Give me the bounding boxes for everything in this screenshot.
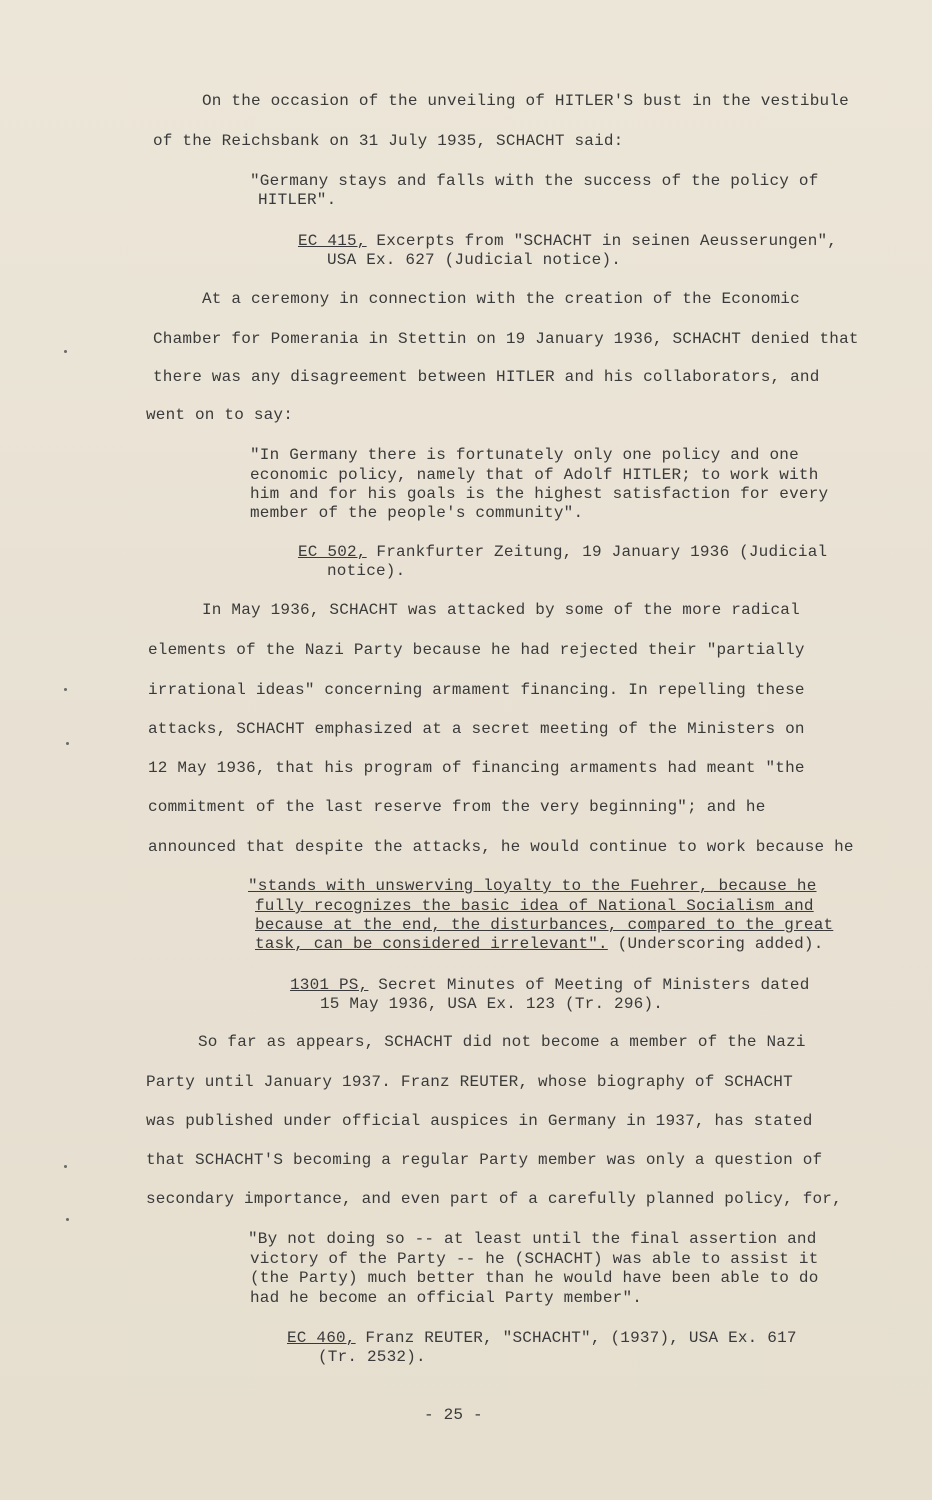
quote-line: had he become an official Party member". xyxy=(250,1289,643,1307)
citation-line xyxy=(298,542,827,562)
quote-line: HITLER". xyxy=(258,191,337,209)
paragraph-line: was published under official auspices in Germany in 1937, has stated xyxy=(146,1112,813,1130)
quote-line xyxy=(255,934,824,954)
citation-text: Frankfurter Zeitung, 19 January 1936 (Judicial xyxy=(366,543,828,561)
citation-line xyxy=(298,231,837,251)
paragraph-line: At a ceremony in connection with the creation of the Economic xyxy=(202,290,800,308)
paragraph-line: secondary importance, and even part of a carefully planned policy, for, xyxy=(146,1190,842,1208)
page-number: - 25 - xyxy=(424,1406,483,1424)
margin-speck xyxy=(64,350,67,353)
quote-line: "stands with unswerving loyalty to the Fuehrer, because he xyxy=(248,877,817,895)
citation-line xyxy=(290,975,810,995)
citation-ref: EC 502, xyxy=(298,543,367,561)
quote-line: victory of the Party -- he (SCHACHT) was able to assist it xyxy=(250,1250,819,1268)
quote-note: (Underscoring added). xyxy=(607,935,824,953)
citation-ref: EC 415, xyxy=(298,232,367,250)
paragraph-line: irrational ideas" concerning armament financing. In repelling these xyxy=(148,681,805,699)
paragraph-line: of the Reichsbank on 31 July 1935, SCHACHT said: xyxy=(153,132,624,150)
citation-text: Secret Minutes of Meeting of Ministers dated xyxy=(368,976,810,994)
paragraph-line: In May 1936, SCHACHT was attacked by some of the more radical xyxy=(202,601,800,619)
margin-speck xyxy=(64,688,67,691)
citation-line: (Tr. 2532). xyxy=(318,1348,426,1366)
quote-line: "Germany stays and falls with the success of the policy of xyxy=(250,172,819,190)
citation-ref: 1301 PS, xyxy=(290,976,369,994)
quote-line: economic policy, namely that of Adolf HITLER; to work with xyxy=(250,466,819,484)
paragraph-line: announced that despite the attacks, he would continue to work because he xyxy=(148,838,854,856)
citation-line: notice). xyxy=(327,562,406,580)
paragraph-line: attacks, SCHACHT emphasized at a secret meeting of the Ministers on xyxy=(148,720,805,738)
quote-line: member of the people's community". xyxy=(250,504,584,522)
paragraph-line: commitment of the last reserve from the very beginning"; and he xyxy=(148,798,766,816)
citation-text: Franz REUTER, "SCHACHT", (1937), USA Ex. 617 xyxy=(355,1329,797,1347)
paragraph-line: Party until January 1937. Franz REUTER, whose biography of SCHACHT xyxy=(146,1073,793,1091)
citation-line xyxy=(287,1328,797,1348)
citation-line: 15 May 1936, USA Ex. 123 (Tr. 296). xyxy=(320,995,664,1013)
quote-line: because at the end, the disturbances, compared to the great xyxy=(255,916,834,934)
underlined-text: task, can be considered irrelevant". xyxy=(255,935,608,953)
paragraph-line: Chamber for Pomerania in Stettin on 19 January 1936, SCHACHT denied that xyxy=(153,330,859,348)
quote-line: fully recognizes the basic idea of National Socialism and xyxy=(255,897,814,915)
paragraph-line: that SCHACHT'S becoming a regular Party member was only a question of xyxy=(146,1151,823,1169)
quote-line: him and for his goals is the highest satisfaction for every xyxy=(250,485,829,503)
paragraph-line: So far as appears, SCHACHT did not become a member of the Nazi xyxy=(198,1033,806,1051)
margin-speck xyxy=(66,742,69,745)
citation-text: Excerpts from "SCHACHT in seinen Aeusserungen", xyxy=(366,232,838,250)
paragraph-line: went on to say: xyxy=(146,406,294,424)
quote-line: "In Germany there is fortunately only one policy and one xyxy=(250,446,799,464)
paragraph-line: there was any disagreement between HITLER and his collaborators, and xyxy=(153,368,820,386)
paragraph-line: On the occasion of the unveiling of HITLER'S bust in the vestibule xyxy=(202,92,849,110)
quote-line: "By not doing so -- at least until the final assertion and xyxy=(248,1230,817,1248)
citation-ref: EC 460, xyxy=(287,1329,356,1347)
quote-line: (the Party) much better than he would have been able to do xyxy=(250,1269,819,1287)
paragraph-line: 12 May 1936, that his program of financing armaments had meant "the xyxy=(148,759,805,777)
margin-speck xyxy=(66,1218,69,1221)
paragraph-line: elements of the Nazi Party because he had rejected their "partially xyxy=(148,641,805,659)
citation-line: USA Ex. 627 (Judicial notice). xyxy=(327,251,622,269)
margin-speck xyxy=(64,1165,67,1168)
